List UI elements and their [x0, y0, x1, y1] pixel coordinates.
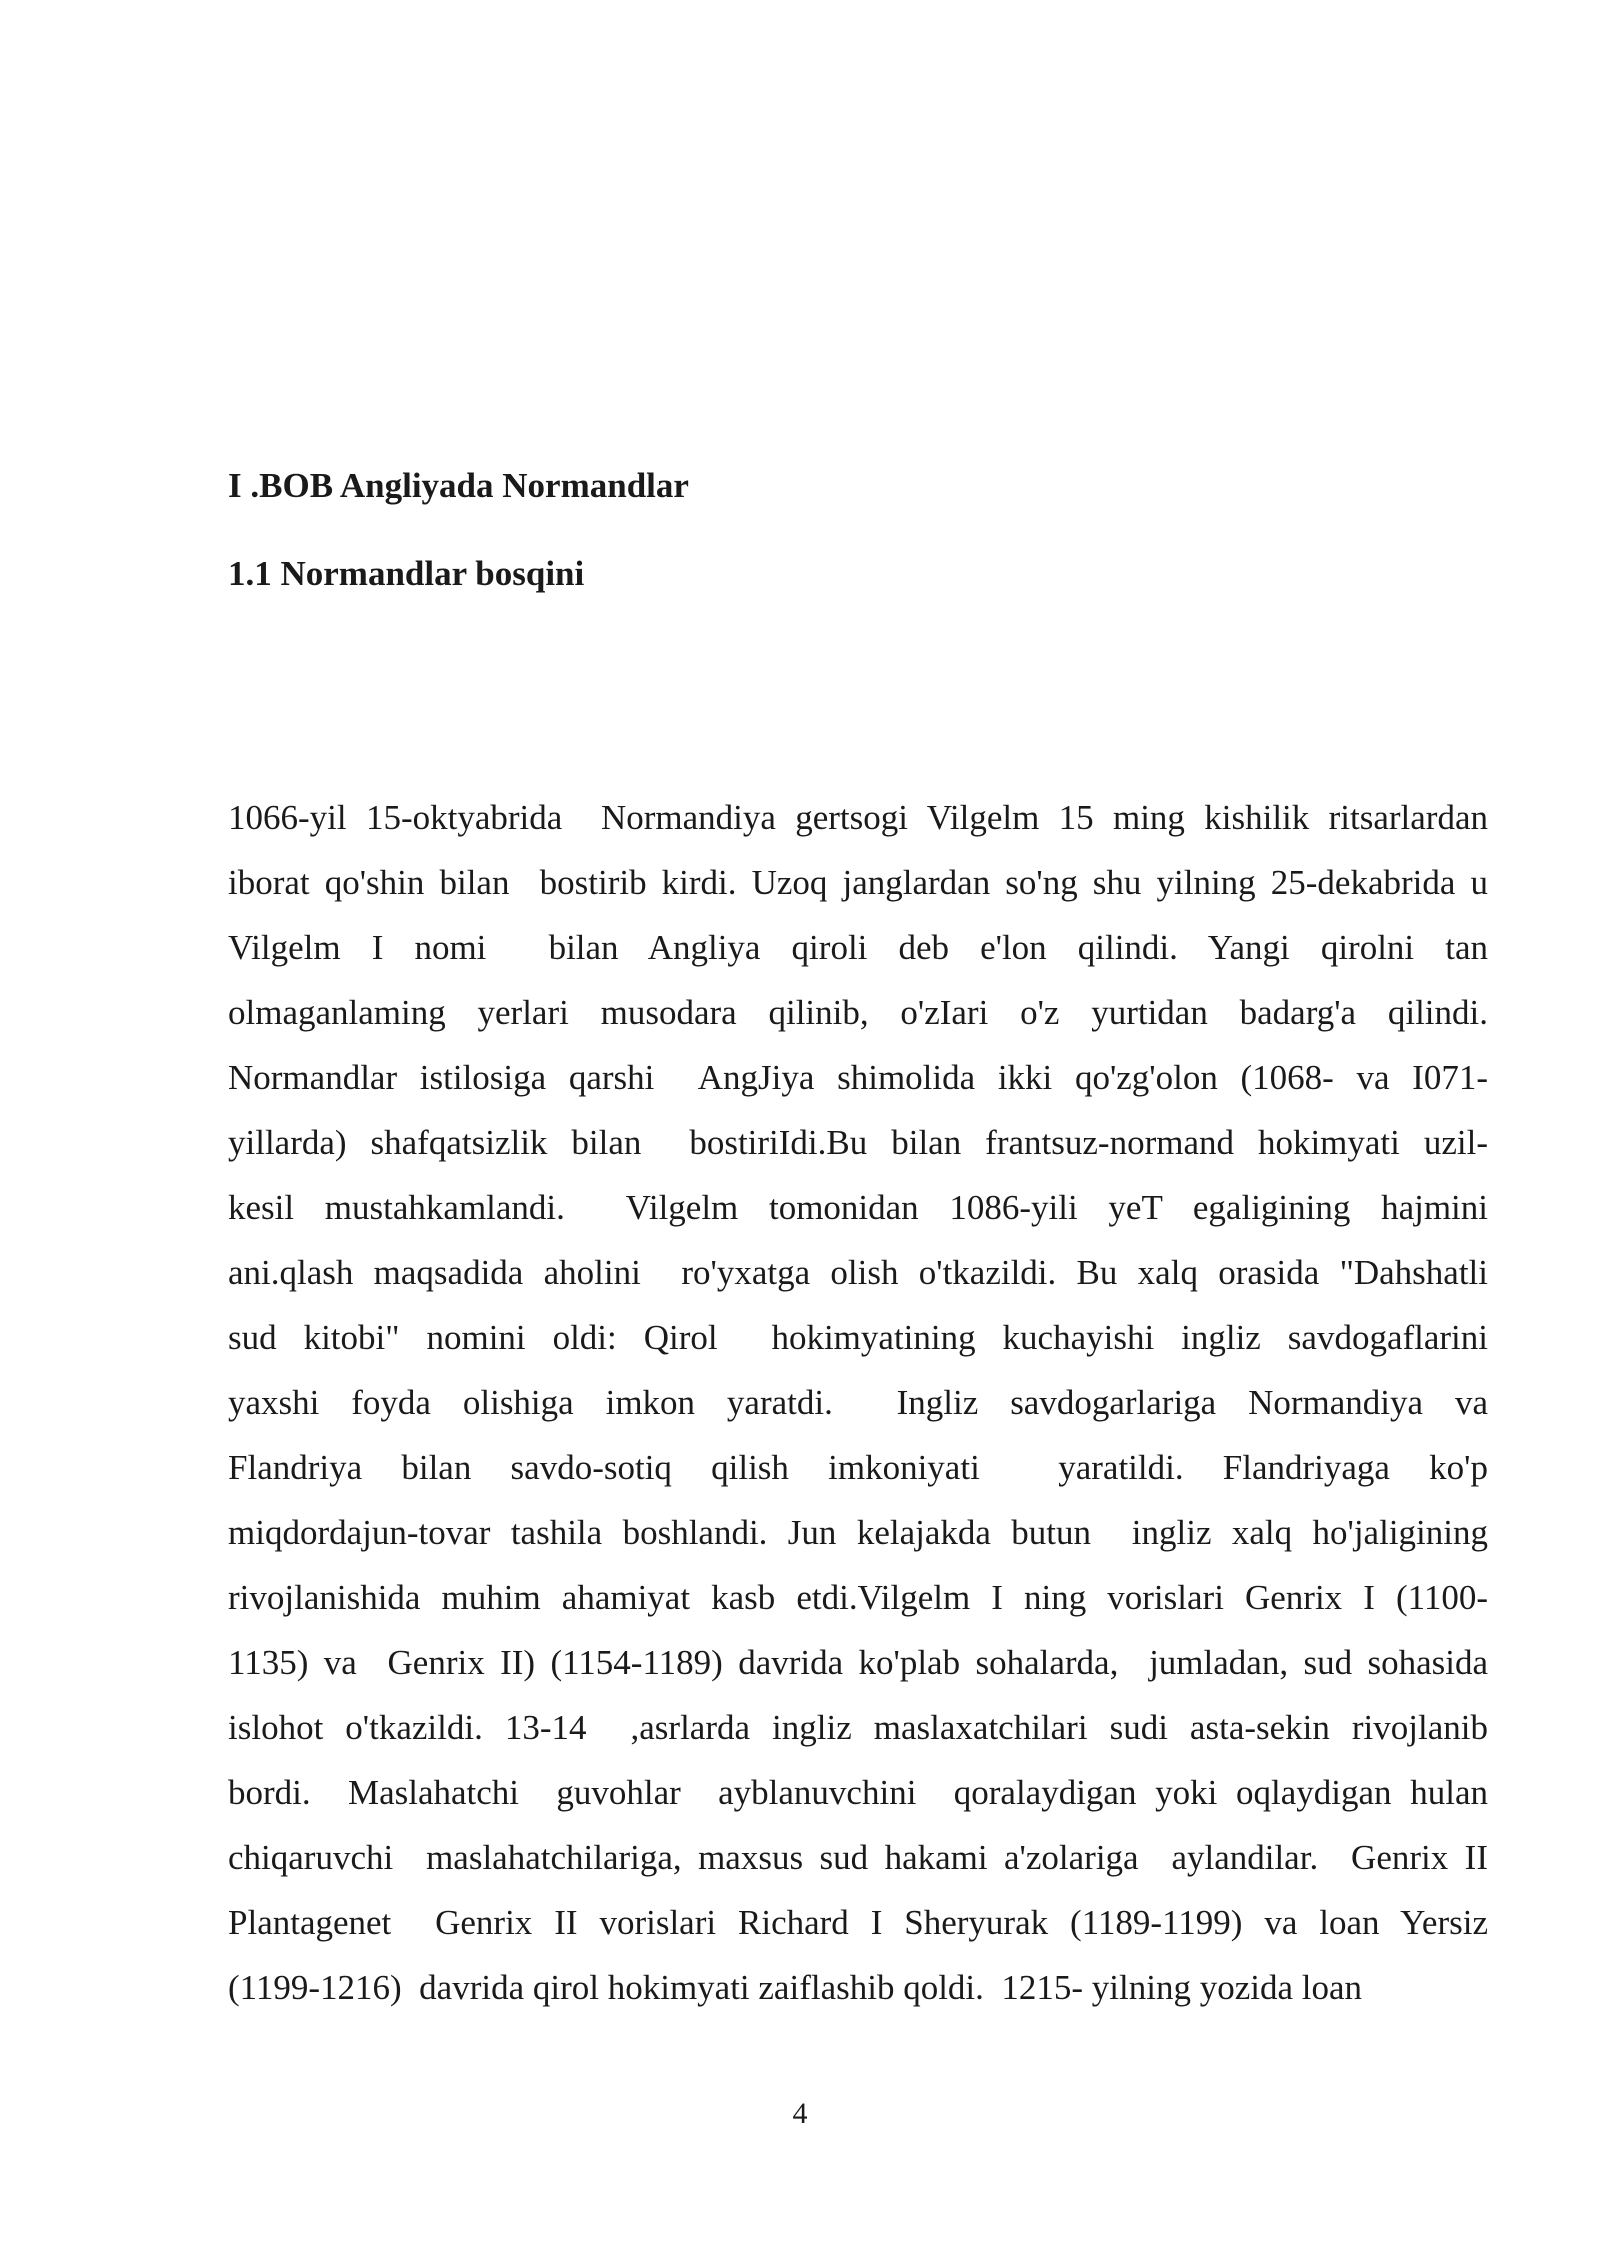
- paragraph-line: iborat qo'shin bilan bostirib kirdi. Uzoq janglardan so'ng shu yilning 25-dekabrida u: [228, 863, 1488, 902]
- paragraph-line: sud kitobi" nomini oldi: Qirol hokimyatining kuchayishi ingliz savdogaflarini: [228, 1318, 1488, 1357]
- paragraph-line: ani.qlash maqsadida aholini ro'yxatga olish o'tkazildi. Bu xalq orasida "Dahshatli: [228, 1253, 1488, 1292]
- paragraph-line: Flandriya bilan savdo-sotiq qilish imkoniyati yaratildi. Flandriyaga ko'p: [228, 1448, 1488, 1487]
- paragraph-line: Plantagenet Genrix II vorislari Richard I Sheryurak (1189-1199) va loan Yersiz: [228, 1903, 1488, 1942]
- chapter-title: I .BOB Angliyada Normandlar: [228, 466, 689, 505]
- paragraph-line: kesil mustahkamlandi. Vilgelm tomonidan 1086-yili yeT egaligining hajmini: [228, 1188, 1488, 1227]
- paragraph-line: 1135) va Genrix II) (1154-1189) davrida ko'plab sohalarda, jumladan, sud sohasida: [228, 1643, 1488, 1682]
- paragraph-line: Normandlar istilosiga qarshi AngJiya shimolida ikki qo'zg'olon (1068- va I071-: [228, 1058, 1488, 1097]
- paragraph-line: olmaganlaming yerlari musodara qilinib, o'zIari o'z yurtidan badarg'a qilindi.: [228, 993, 1488, 1032]
- paragraph-line: yaxshi foyda olishiga imkon yaratdi. Ingliz savdogarlariga Normandiya va: [228, 1383, 1488, 1422]
- paragraph-line: miqdordajun-tovar tashila boshlandi. Jun kelajakda butun ingliz xalq ho'jaligining: [228, 1513, 1488, 1552]
- paragraph-line: islohot o'tkazildi. 13-14 ,asrlarda ingliz maslaxatchilari sudi asta-sekin rivojlanib: [228, 1708, 1488, 1747]
- paragraph-line: rivojlanishida muhim ahamiyat kasb etdi.Vilgelm I ning vorislari Genrix I (1100-: [228, 1578, 1488, 1617]
- paragraph-line: (1199-1216) davrida qirol hokimyati zaiflashib qoldi. 1215- yilning yozida loan: [228, 1968, 1363, 2007]
- page-number: 4: [792, 2097, 808, 2130]
- paragraph-line: bordi. Maslahatchi guvohlar ayblanuvchini qoralaydigan yoki oqlaydigan hulan: [228, 1773, 1488, 1812]
- section-title: 1.1 Normandlar bosqini: [228, 554, 585, 593]
- paragraph-line: yillarda) shafqatsizlik bilan bostiriIdi.Bu bilan frantsuz-normand hokimyati uzil-: [228, 1123, 1488, 1162]
- body-paragraph: [228, 785, 1488, 2020]
- paragraph-line: chiqaruvchi maslahatchilariga, maxsus sud hakami a'zolariga aylandilar. Genrix II: [228, 1838, 1488, 1877]
- paragraph-line: 1066-yil 15-oktyabrida Normandiya gertsogi Vilgelm 15 ming kishilik ritsarlardan: [228, 798, 1488, 837]
- paragraph-line: Vilgelm I nomi bilan Angliya qiroli deb e'lon qilindi. Yangi qirolni tan: [228, 928, 1488, 967]
